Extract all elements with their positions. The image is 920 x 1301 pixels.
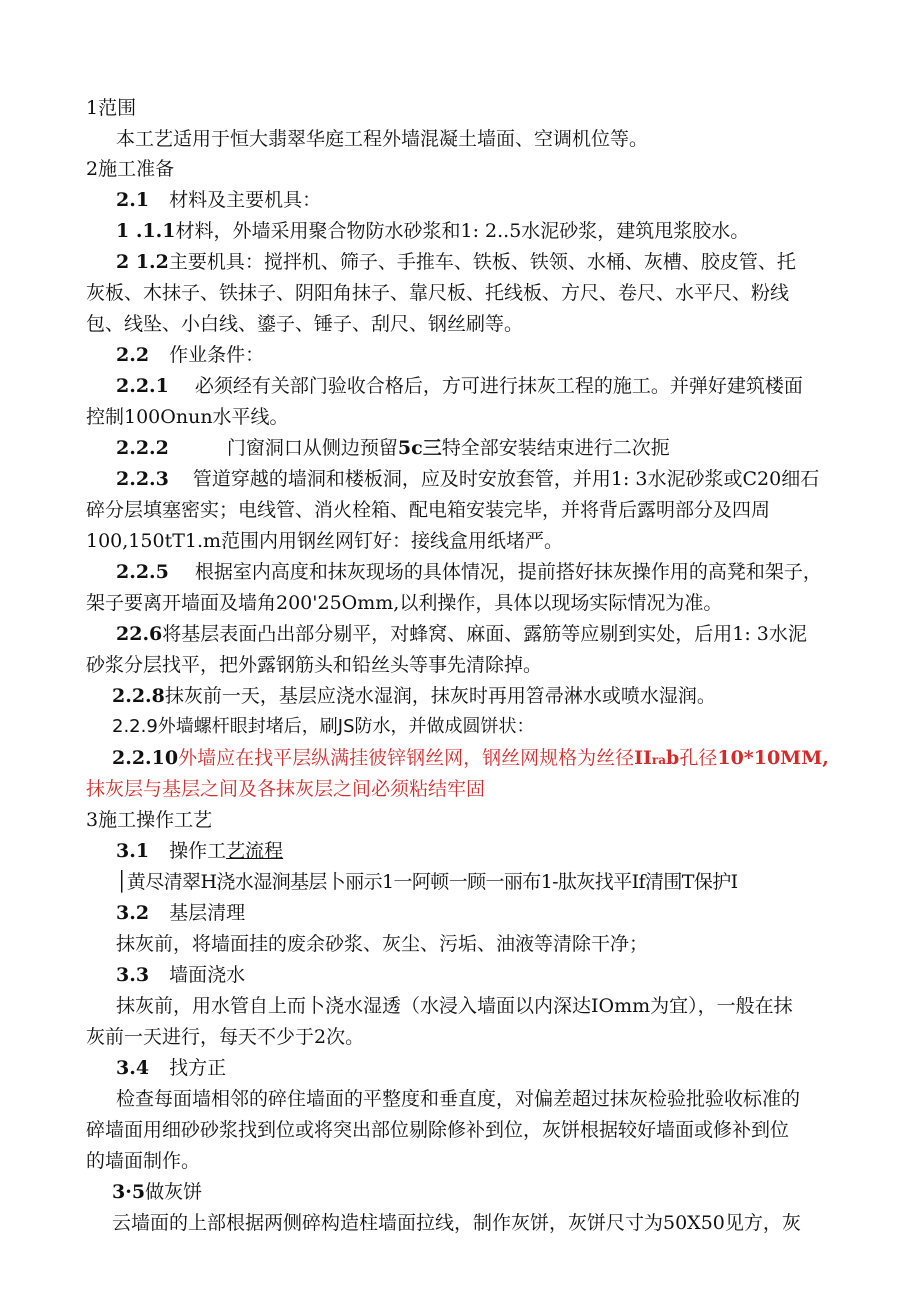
paragraph-line-red: 抹灰层与基层之间及各抹灰层之间必须粘结牢固 [86, 778, 486, 800]
paragraph-line: 碎分层填塞密实；电线管、消火栓箱、配电箱安装完毕，并将背后露明部分及四周 [86, 499, 771, 521]
paragraph-line: 抹灰前，用水管自上而卜浇水湿透（水浸入墙面以内深达IOmm为宜），一般在抹 [116, 995, 793, 1017]
subsection-3-2: 3.2 基层清理 [116, 902, 246, 924]
item-2-2-2: 2.2.2 门窗洞口从侧边预留5c三特全部安装结束进行二次扼 [116, 437, 670, 459]
item-2-1-1: 1 .1.1材料，外墙采用聚合物防水砂浆和1: 2..5水泥砂浆，建筑甩浆胶水。 [116, 220, 750, 242]
item-2-2-1: 2.2.1 必须经有关部门验收合格后，方可进行抹灰工程的施工。并弹好建筑楼面 [116, 375, 803, 397]
section-2-heading: 2施工准备 [86, 158, 175, 180]
item-2-1-2: 2 1.2主要机具：搅拌机、筛子、手推车、铁板、铁领、水桶、灰槽、胶皮管、托 [116, 251, 796, 273]
paragraph-line: 云墙面的上部根据两侧碎构造柱墙面拉线，制作灰饼，灰饼尺寸为50X50见方，灰 [112, 1212, 801, 1234]
subsection-3-3: 3.3 墙面浇水 [116, 964, 246, 986]
item-2-2-5: 2.2.5 根据室内高度和抹灰现场的具体情况，提前搭好抹灰操作用的高凳和架子， [116, 561, 822, 583]
section-1-heading: 1范围 [86, 97, 137, 119]
item-2-2-10: 2.2.10外墙应在找平层纵满挂彼锌钢丝网，钢丝网规格为丝径IIrab孔径10*10MM, [112, 747, 829, 769]
paragraph-line: 检查每面墙相邻的碎住墙面的平整度和垂直度，对偏差超过抹灰检验批验收标准的 [116, 1088, 801, 1110]
paragraph-line: 砂浆分层找平，把外露钢筋头和铅丝头等事先清除掉。 [86, 654, 543, 676]
paragraph-line: 灰板、木抹子、铁抹子、阴阳角抹子、靠尺板、托线板、方尺、卷尺、水平尺、粉线 [86, 282, 790, 304]
item-2-2-9: 2.2.9外墙螺杆眼封堵后，刷JS防水，并做成圆饼状： [112, 716, 535, 737]
paragraph-line: 的墙面制作。 [86, 1150, 201, 1172]
section-3-heading: 3施工操作工艺 [86, 809, 213, 831]
process-flow-line: │黄尽清翠H浇水湿涧基层卜丽示1一阿顿一顾一丽布1-肽灰找平If清围T保护I [116, 871, 738, 893]
subsection-2-1: 2.1 材料及主要机具： [116, 189, 322, 211]
paragraph-line: 控制100Onun水平线。 [86, 406, 289, 428]
item-2-2-8: 2.2.8抹灰前一天，基层应浇水湿润，抹灰时再用笤帚淋水或喷水湿润。 [112, 685, 716, 707]
subsection-3-4: 3.4 找方正 [116, 1057, 227, 1079]
subsection-3-1: 3.1 操作工艺流程 [116, 840, 284, 862]
subsection-2-2: 2.2 作业条件： [116, 344, 265, 366]
paragraph-line: 包、线坠、小白线、鎏子、锤子、刮尺、钢丝刷等。 [86, 313, 524, 335]
paragraph-line: 灰前一天进行，每天不少于2次。 [86, 1026, 365, 1048]
item-2-2-3: 2.2.3 管道穿越的墙洞和楼板洞，应及时安放套管，并用1: 3水泥砂浆或C20细石 [116, 468, 820, 490]
paragraph-line: 100,150tT1.m范围内用钢丝网钉好：接线盒用纸堵严。 [86, 530, 564, 552]
paragraph: 本工艺适用于恒大翡翠华庭工程外墙混凝土墙面、空调机位等。 [116, 128, 649, 150]
item-2-2-6: 22.6将基层表面凸出部分剔平，对蜂窝、麻面、露筋等应剔到实处，后用1: 3水泥 [116, 623, 807, 645]
paragraph: 抹灰前，将墙面挂的废余砂浆、灰尘、污垢、油液等清除干净； [116, 933, 649, 955]
paragraph-line: 碎墙面用细砂砂浆找到位或将突出部位剔除修补到位，灰饼根据较好墙面或修补到位 [86, 1119, 790, 1141]
paragraph-line: 架子要离开墙面及墙角200'25Omm,以利操作，具体以现场实际情况为准。 [86, 592, 723, 614]
subsection-3-5: 3·5做灰饼 [112, 1181, 203, 1203]
